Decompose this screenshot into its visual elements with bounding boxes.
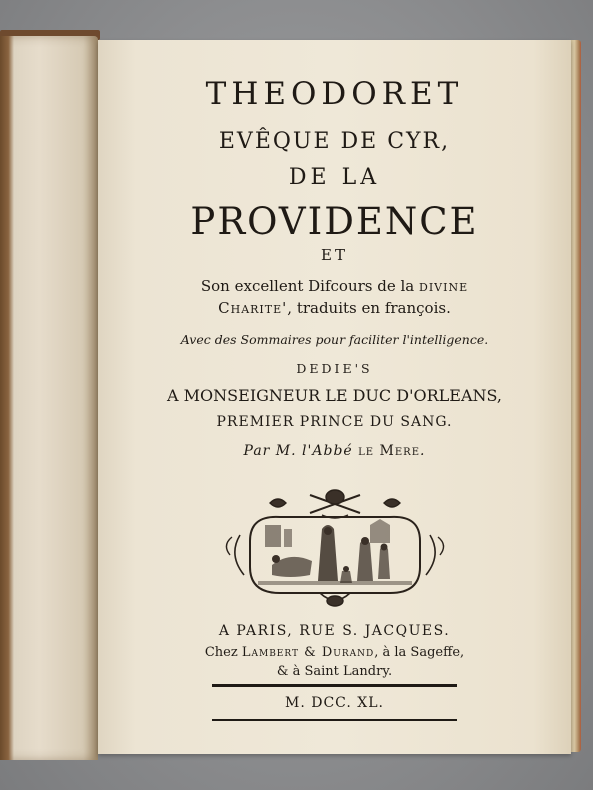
author-title: EVÊQUE DE CYR, — [218, 129, 451, 154]
imprint-publisher-name: Lambert & Durand — [241, 645, 375, 660]
title-conjunction: ET — [321, 246, 348, 264]
imprint-publisher-prefix: Chez — [204, 645, 242, 660]
title-page — [98, 40, 571, 754]
translator-line — [98, 443, 571, 459]
subtitle-text-2: , traduits en françois. — [287, 299, 451, 317]
translator-prefix: Par M. l'Abbé — [243, 443, 359, 459]
title-prefix: DE LA — [288, 165, 381, 190]
left-page-leaf — [0, 36, 98, 760]
imprint-location: & à Saint Landry. — [276, 664, 393, 679]
engraved-vignette — [210, 485, 460, 609]
summary-note: Avec des Sommaires pour faciliter l'intelligence. — [180, 332, 489, 347]
dedicatee: A MONSEIGNEUR LE DUC D'ORLEANS, — [167, 386, 502, 405]
dedication-label: DEDIE'S — [296, 361, 373, 376]
subtitle-smallcaps-2: Charite' — [218, 299, 288, 317]
imprint-rule-bottom — [212, 719, 457, 721]
author-name: THEODORET — [205, 76, 464, 112]
subtitle-line-2 — [98, 299, 571, 317]
dedicatee-title: PREMIER PRINCE DU SANG. — [216, 414, 453, 430]
subtitle-text-1: Son excellent Difcours de la — [200, 277, 420, 295]
subtitle-line-1 — [98, 277, 571, 295]
translator-period: . — [420, 443, 426, 459]
book-fore-edge — [570, 40, 581, 752]
imprint-rule-top — [212, 684, 457, 687]
imprint-publisher — [98, 645, 571, 660]
subtitle-smallcaps-1: divine — [419, 277, 469, 295]
imprint-publisher-sign: , à la Sageffe, — [374, 645, 465, 660]
imprint-city: A PARIS, RUE S. JACQUES. — [218, 623, 451, 639]
imprint-date: M. DCC. XL. — [285, 695, 384, 711]
translator-name: le Mere — [358, 443, 421, 459]
main-title: PROVIDENCE — [190, 200, 479, 243]
